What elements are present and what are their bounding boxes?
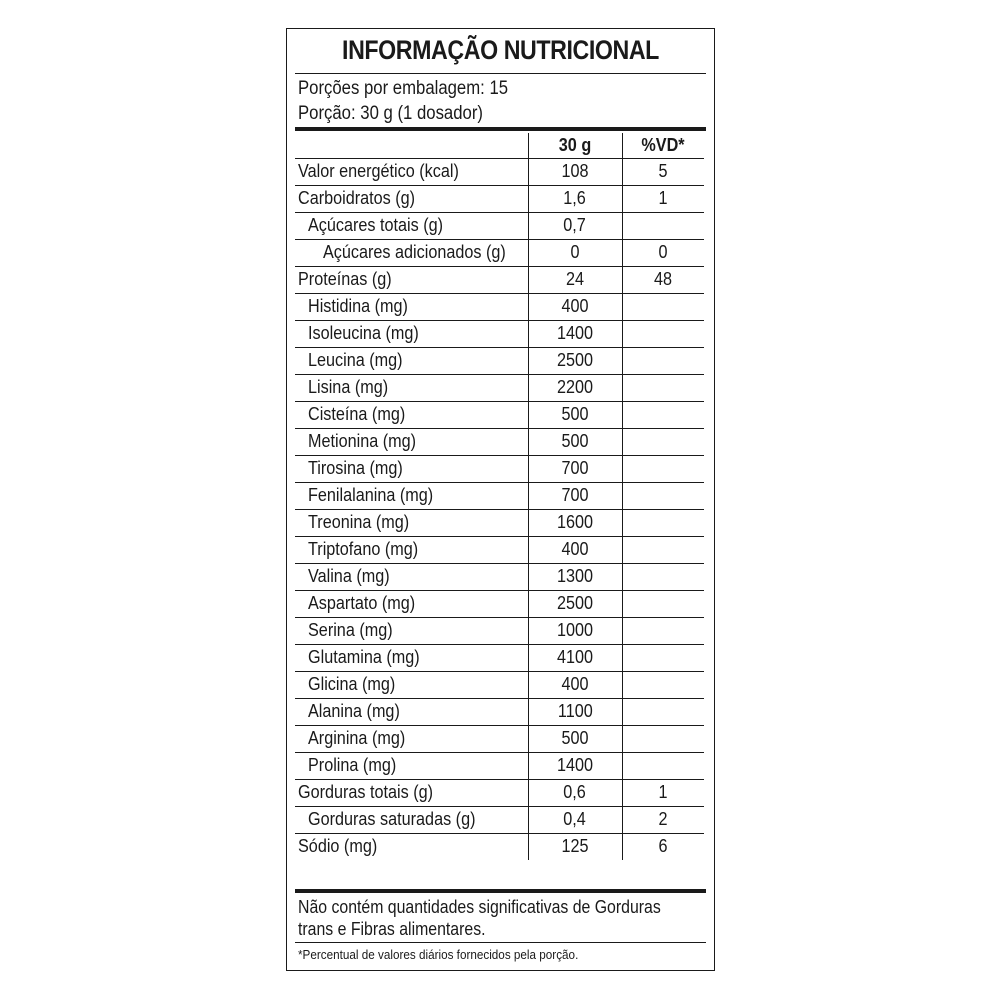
header-dv: %VD* [622, 133, 704, 158]
nutrient-name: Cisteína (mg) [295, 401, 528, 428]
nutrient-name: Gorduras totais (g) [295, 779, 528, 806]
table-row [295, 455, 704, 482]
nutrient-name: Metionina (mg) [295, 428, 528, 455]
nutrient-amount: 1300 [528, 563, 622, 590]
table-row [295, 725, 704, 752]
nutrient-name: Tirosina (mg) [295, 455, 528, 482]
thick-divider [295, 127, 706, 131]
nutrient-dv [622, 617, 704, 644]
header-amount: 30 g [528, 133, 622, 158]
nutrient-name: Serina (mg) [295, 617, 528, 644]
nutrient-amount: 0,7 [528, 212, 622, 239]
nutrient-amount: 1100 [528, 698, 622, 725]
nutrient-amount: 500 [528, 401, 622, 428]
nutrient-name: Leucina (mg) [295, 347, 528, 374]
nutrient-amount: 2500 [528, 347, 622, 374]
nutrient-dv [622, 401, 704, 428]
table-row [295, 644, 704, 671]
nutrient-amount: 400 [528, 536, 622, 563]
nutrient-name: Prolina (mg) [295, 752, 528, 779]
nutrient-name: Carboidratos (g) [295, 185, 528, 212]
table-header-row [295, 133, 704, 158]
nutrient-amount: 2500 [528, 590, 622, 617]
nutrient-dv [622, 347, 704, 374]
table-row [295, 590, 704, 617]
nutrient-amount: 4100 [528, 644, 622, 671]
nutrient-dv [622, 752, 704, 779]
table-row [295, 536, 704, 563]
table-row [295, 482, 704, 509]
table-row [295, 266, 704, 293]
nutrient-name: Glutamina (mg) [295, 644, 528, 671]
table-row [295, 617, 704, 644]
nutrient-dv: 2 [622, 806, 704, 833]
nutrient-amount: 0 [528, 239, 622, 266]
table-row [295, 752, 704, 779]
nutrient-dv [622, 590, 704, 617]
nutrition-table [295, 133, 704, 860]
nutrient-dv [622, 563, 704, 590]
nutrient-dv [622, 455, 704, 482]
nutrient-dv [622, 698, 704, 725]
nutrient-name: Proteínas (g) [295, 266, 528, 293]
table-row [295, 158, 704, 185]
nutrient-amount: 700 [528, 482, 622, 509]
table-row [295, 563, 704, 590]
nutrient-dv [622, 536, 704, 563]
title-divider [295, 73, 706, 74]
nutrient-dv [622, 374, 704, 401]
note-line-2: trans e Fibras alimentares. [298, 919, 486, 939]
nutrient-name: Glicina (mg) [295, 671, 528, 698]
table-row [295, 212, 704, 239]
nutrient-name: Gorduras saturadas (g) [295, 806, 528, 833]
nutrient-name: Arginina (mg) [295, 725, 528, 752]
nutrient-name: Histidina (mg) [295, 293, 528, 320]
nutrient-dv: 6 [622, 833, 704, 860]
table-row [295, 347, 704, 374]
table-row [295, 293, 704, 320]
nutrient-dv [622, 644, 704, 671]
nutrient-name: Alanina (mg) [295, 698, 528, 725]
nutrient-amount: 2200 [528, 374, 622, 401]
table-row [295, 374, 704, 401]
nutrient-dv: 5 [622, 158, 704, 185]
nutrient-amount: 24 [528, 266, 622, 293]
nutrient-dv: 0 [622, 239, 704, 266]
nutrient-dv: 1 [622, 779, 704, 806]
nutrient-amount: 1400 [528, 752, 622, 779]
nutrient-dv: 48 [622, 266, 704, 293]
table-row [295, 239, 704, 266]
table-row [295, 779, 704, 806]
note-line-1: Não contém quantidades significativas de Gorduras [298, 897, 661, 917]
table-row [295, 428, 704, 455]
nutrient-amount: 125 [528, 833, 622, 860]
nutrient-name: Valor energético (kcal) [295, 158, 528, 185]
footnote: *Percentual de valores diários fornecidos pela porção. [298, 947, 579, 962]
nutrient-amount: 500 [528, 428, 622, 455]
nutrient-amount: 700 [528, 455, 622, 482]
table-row [295, 833, 704, 860]
serving-size: Porção: 30 g (1 dosador) [298, 103, 483, 124]
nutrient-name: Triptofano (mg) [295, 536, 528, 563]
footnote-divider [295, 942, 706, 943]
nutrient-amount: 1600 [528, 509, 622, 536]
nutrition-facts-label [286, 28, 715, 971]
nutrient-dv [622, 671, 704, 698]
nutrient-amount: 500 [528, 725, 622, 752]
nutrient-dv [622, 293, 704, 320]
nutrient-name: Sódio (mg) [298, 836, 378, 857]
nutrient-dv [622, 212, 704, 239]
nutrient-amount: 400 [528, 293, 622, 320]
nutrient-dv [622, 428, 704, 455]
nutrient-amount: 400 [528, 671, 622, 698]
table-row [295, 320, 704, 347]
nutrient-name: Treonina (mg) [295, 509, 528, 536]
nutrient-dv [622, 725, 704, 752]
table-row [295, 401, 704, 428]
table-row [295, 509, 704, 536]
table-row [295, 806, 704, 833]
nutrient-amount: 0,4 [528, 806, 622, 833]
nutrient-name: Fenilalanina (mg) [295, 482, 528, 509]
table-row [295, 698, 704, 725]
nutrient-amount: 1000 [528, 617, 622, 644]
nutrient-name: Aspartato (mg) [295, 590, 528, 617]
servings-per-package: Porções por embalagem: 15 [298, 78, 509, 99]
nutrient-amount: 1,6 [528, 185, 622, 212]
nutrient-amount: 108 [528, 158, 622, 185]
thick-divider-bottom [295, 889, 706, 893]
nutrient-amount: 0,6 [528, 779, 622, 806]
not-significant-note [298, 896, 661, 940]
nutrient-dv: 1 [622, 185, 704, 212]
nutrient-name: Valina (mg) [295, 563, 528, 590]
label-title: INFORMAÇÃO NUTRICIONAL [342, 35, 659, 65]
table-row [295, 185, 704, 212]
nutrient-dv [622, 482, 704, 509]
nutrient-name: Açúcares adicionados (g) [295, 239, 528, 266]
nutrient-name: Isoleucina (mg) [295, 320, 528, 347]
nutrient-name: Açúcares totais (g) [295, 212, 528, 239]
nutrient-name: Lisina (mg) [295, 374, 528, 401]
nutrient-dv [622, 320, 704, 347]
nutrient-dv [622, 509, 704, 536]
header-nutrient [295, 133, 528, 158]
table-row [295, 671, 704, 698]
nutrient-amount: 1400 [528, 320, 622, 347]
